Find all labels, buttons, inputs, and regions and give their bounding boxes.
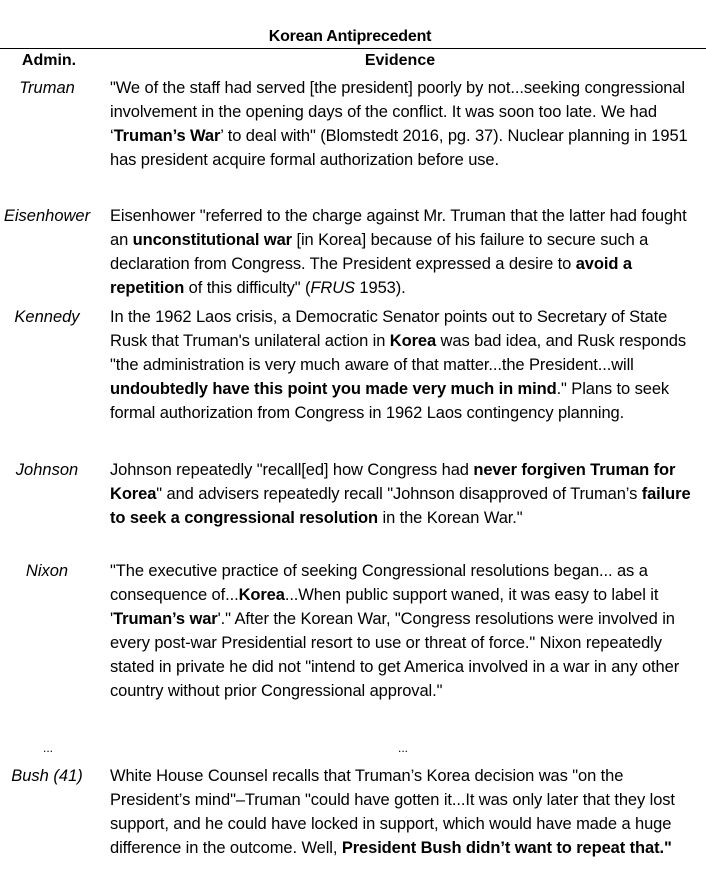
column-header-evidence: Evidence [364,52,436,69]
column-header-admin: Admin. [21,52,77,69]
ellipsis-evidence: ... [398,741,409,755]
citation-text: FRUS [310,279,355,297]
evidence-text: [in Korea] because of his failure to secure such a declaration from Congress. The President expressed a desire to [110,231,649,273]
evidence-text: in the Korean War." [378,509,523,527]
emphasis-text: Truman’s war [113,610,218,628]
emphasis-text: failure to seek a congressional resolution [110,485,691,527]
evidence-text: Eisenhower "referred to the charge against Mr. Truman that the latter had fought an [110,207,687,249]
emphasis-text: undoubtedly have this point you made very much in mind [110,380,557,398]
evidence-text: ’ to deal with" (Blomstedt 2016, pg. 37). Nuclear planning in 1951 has president acquire formal authorization before use. [110,127,688,169]
emphasis-text: Truman’s War [113,127,221,145]
admin-cell: Eisenhower [3,207,91,225]
evidence-cell [110,76,700,172]
evidence-text: 1953). [354,279,406,297]
admin-cell: Bush (41) [11,767,83,785]
emphasis-text: Korea [389,332,437,350]
evidence-text: '." After the Korean War, "Congress resolutions were involved in every post-war Presidential resort to use or threat of force." Nixon repeatedly stated in private he did not "intend to get America involved in a war in any other country without prior Congressional approval." [110,610,680,700]
admin-cell: Johnson [15,461,79,479]
emphasis-text: unconstitutional war [132,231,292,249]
emphasis-text: never forgiven Truman for Korea [110,461,676,503]
evidence-text: "The executive practice of seeking Congressional resolutions began... as a consequence of... [110,562,648,604]
evidence-text: of this difficulty" ( [184,279,311,297]
header-rule [0,48,706,49]
evidence-cell [110,764,700,860]
evidence-text: ...When public support waned, it was easy to label it ' [110,586,659,628]
admin-cell: Truman [19,79,75,97]
emphasis-text: Korea [238,586,285,604]
admin-cell: Nixon [25,562,69,580]
evidence-cell [110,559,700,703]
evidence-text: Johnson repeatedly "recall[ed] how Congress had [110,461,474,479]
evidence-text: " and advisers repeatedly recall "Johnson disapproved of Truman’s [156,485,642,503]
evidence-cell [110,204,700,300]
evidence-text: "We of the staff had served [the president] poorly by not...seeking congressional involvement in the opening days of the conflict. It was soon too late. We had ‘ [110,79,685,145]
evidence-text: ." Plans to seek formal authorization from Congress in 1962 Laos contingency planning. [110,380,670,422]
evidence-cell [110,305,700,425]
ellipsis-admin: ... [43,741,54,755]
evidence-text: was bad idea, and Rusk responds "the administration is very much aware of that matter...the President...will [110,332,687,374]
admin-cell: Kennedy [14,308,80,326]
evidence-cell [110,458,700,530]
evidence-text: White House Counsel recalls that Truman’s Korea decision was "on the President’s mind"–Truman "could have gotten it...It was only later that they lost support, and he could have locked in support, which would have made a huge difference in the outcome. Well, [110,767,675,857]
emphasis-text: avoid a repetition [110,255,632,297]
evidence-text: In the 1962 Laos crisis, a Democratic Senator points out to Secretary of State Rusk that Truman's unilateral action in [110,308,668,350]
table-title: Korean Antiprecedent [268,28,432,45]
emphasis-text: President Bush didn’t want to repeat that." [341,839,672,857]
